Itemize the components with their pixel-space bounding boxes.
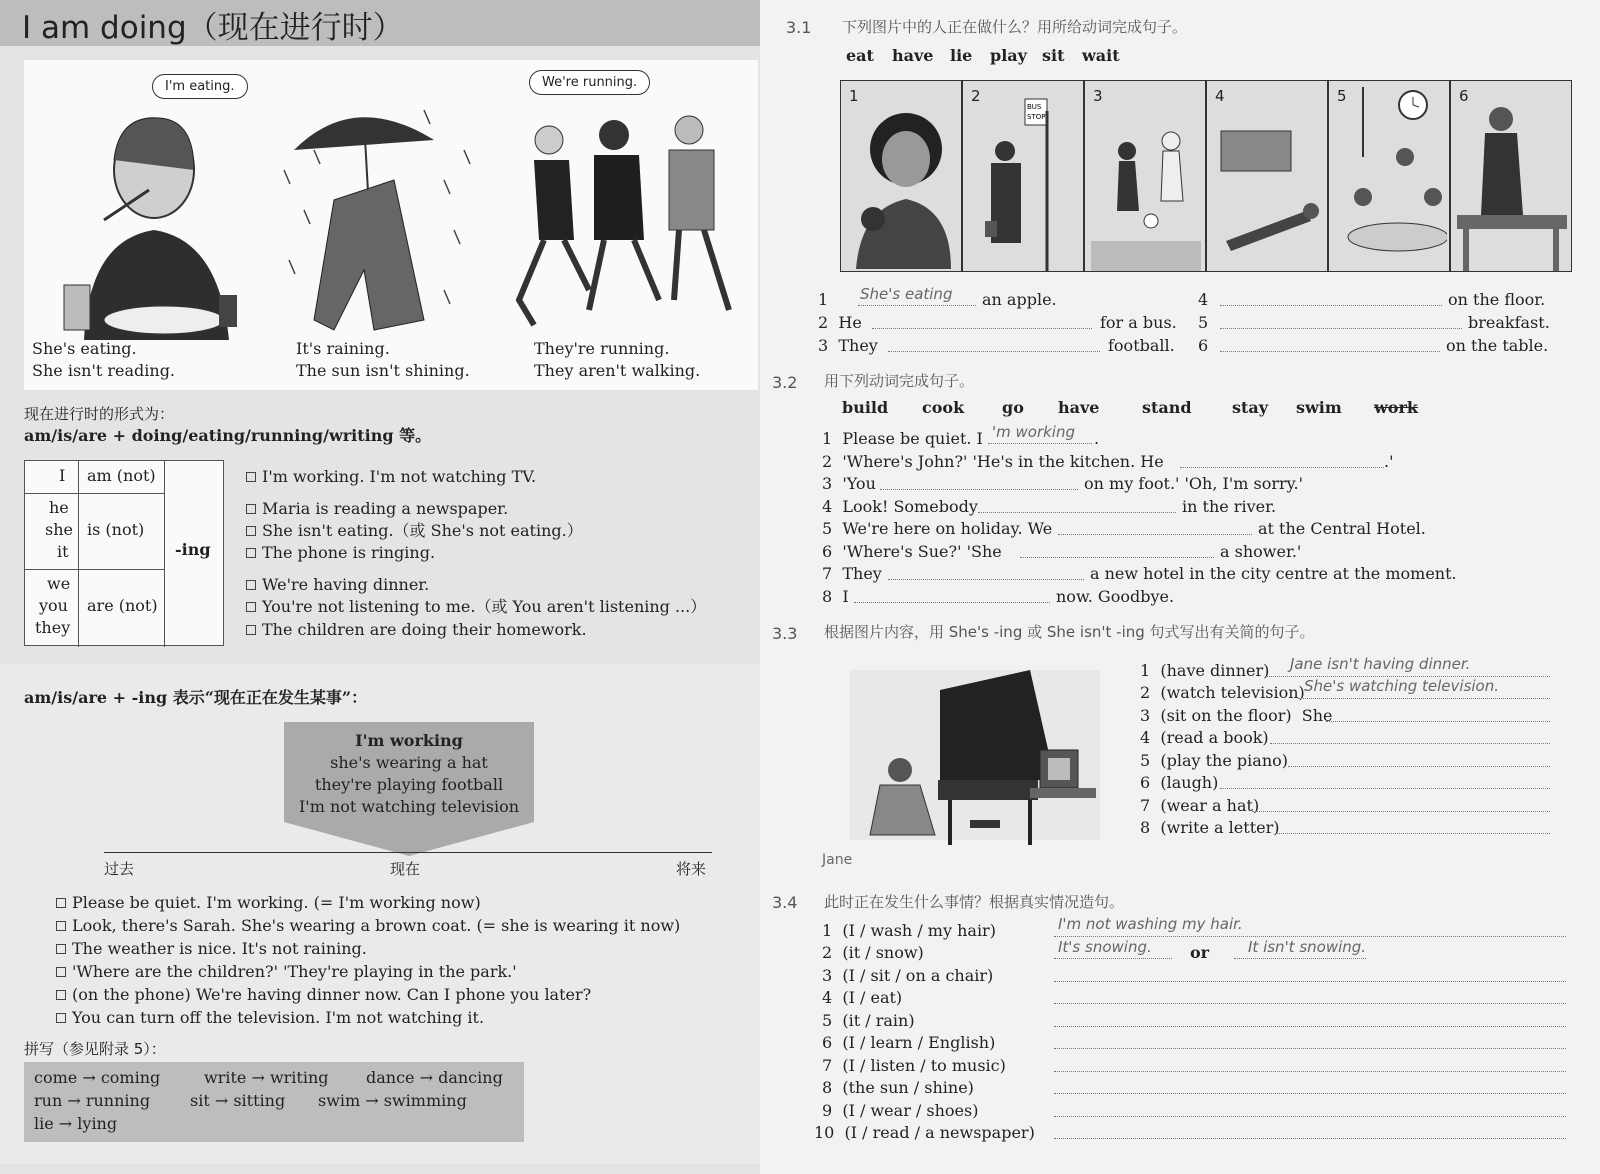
verb-item: build xyxy=(842,398,889,417)
verb-item: play xyxy=(990,46,1027,65)
answer-blank[interactable] xyxy=(1054,1116,1566,1117)
now-arrow-text xyxy=(284,730,534,818)
example-line: 'Where are the children?' 'They're playing in the park.' xyxy=(72,962,517,981)
item-text: 'You xyxy=(842,474,876,493)
picture-1 xyxy=(840,80,962,272)
answer-blank[interactable] xyxy=(1180,467,1384,468)
picture-3 xyxy=(1084,80,1206,272)
item-number: 4 xyxy=(1140,728,1151,747)
verb-item: wait xyxy=(1082,46,1120,65)
ex3-items xyxy=(1140,655,1550,850)
ex2-item-1 xyxy=(822,428,983,450)
item-text: We're here on holiday. We xyxy=(842,519,1053,538)
ex1-item-2 xyxy=(818,312,862,334)
verb-item: stay xyxy=(1232,398,1269,417)
item-number: 2 xyxy=(1140,683,1151,702)
answer-blank[interactable] xyxy=(1054,936,1566,937)
item-cue: (I / sit / on a chair) xyxy=(842,966,994,985)
girl-apple-icon xyxy=(851,99,951,269)
left-page xyxy=(0,0,760,1174)
grammar-table xyxy=(24,460,224,646)
item-number: 1 xyxy=(822,921,833,940)
item-text: Please be quiet. I xyxy=(842,429,983,448)
answer-text: 'm working xyxy=(992,423,1075,441)
checkbox-icon xyxy=(246,602,256,612)
answer-text: I'm not washing my hair. xyxy=(1058,915,1243,933)
answer-text: She's eating xyxy=(860,285,953,303)
item-text: a new hotel in the city centre at the moment. xyxy=(1090,564,1457,583)
item-cue: (I / wear / shoes) xyxy=(842,1101,979,1120)
spelling-item: lie → lying xyxy=(34,1114,118,1133)
verb-item: lie xyxy=(950,46,973,65)
checkbox-icon xyxy=(246,625,256,635)
or-word: or xyxy=(1190,943,1210,962)
exercise-instruction: 根据图片内容，用 She's -ing 或 She isn't -ing 句式写出有关简的句子。 xyxy=(824,623,1315,641)
rain-walker-illustration xyxy=(274,90,474,340)
ex2-item-3 xyxy=(822,473,876,495)
item-number: 5 xyxy=(1140,751,1151,770)
exercise-number: 3.2 xyxy=(772,373,798,392)
item-number: 1 xyxy=(818,290,829,309)
ex4-items xyxy=(814,915,1562,1160)
example-line: The children are doing their homework. xyxy=(262,620,587,639)
form-formula: am/is/are + doing/eating/running/writing 等。 xyxy=(24,426,432,445)
picture-number: 5 xyxy=(1337,87,1347,105)
subject-we: we xyxy=(47,574,71,593)
example-line: Maria is reading a newspaper. xyxy=(262,499,509,518)
item-cue: (it / rain) xyxy=(842,1011,915,1030)
item-number: 5 xyxy=(822,519,833,538)
item-text: on my foot.' 'Oh, I'm sorry.' xyxy=(1084,474,1304,493)
item-number: 4 xyxy=(1198,290,1209,309)
svg-text:BUS: BUS xyxy=(1027,103,1042,111)
answer-text: She's watching television. xyxy=(1304,677,1500,695)
item-text: an apple. xyxy=(982,290,1057,309)
verb-item: cook xyxy=(922,398,965,417)
item-number: 5 xyxy=(1198,313,1209,332)
item-cue: (watch television) xyxy=(1160,683,1305,702)
checkbox-icon xyxy=(56,990,66,1000)
item-text: . xyxy=(1094,429,1100,448)
woman-eating-illustration xyxy=(44,90,264,340)
man-lying-floor-icon xyxy=(1211,111,1325,271)
checkbox-icon xyxy=(246,580,256,590)
subject-she: she xyxy=(45,520,73,539)
answer-blank[interactable] xyxy=(1020,557,1214,558)
item-number: 1 xyxy=(1140,661,1151,680)
verb-am: am (not) xyxy=(87,466,156,485)
answer-blank[interactable] xyxy=(1270,743,1550,744)
checkbox-icon xyxy=(246,504,256,514)
checkbox-icon xyxy=(246,526,256,536)
item-number: 8 xyxy=(1140,818,1151,837)
caption-line: The sun isn't shining. xyxy=(296,361,470,380)
item-number: 7 xyxy=(822,564,833,583)
example-line: You can turn off the television. I'm not watching it. xyxy=(72,1008,485,1027)
item-number: 2 xyxy=(822,452,833,471)
picture-number: 6 xyxy=(1459,87,1469,105)
answer-blank[interactable] xyxy=(978,512,1176,513)
ex1-item-3 xyxy=(818,335,878,357)
item-text: She xyxy=(1301,706,1333,725)
example-line: The weather is nice. It's not raining. xyxy=(72,939,367,958)
spelling-item: dance → dancing xyxy=(366,1068,503,1087)
item-cue: (play the piano) xyxy=(1160,751,1288,770)
answer-text: It's snowing. xyxy=(1058,938,1152,956)
item-text: 'Where's John?' 'He's in the kitchen. He xyxy=(842,452,1164,471)
exercise-number: 3.1 xyxy=(786,18,812,37)
arrow-line: they're playing football xyxy=(314,775,504,794)
answer-blank[interactable] xyxy=(1220,788,1550,789)
picture-number: 4 xyxy=(1215,87,1225,105)
item-number: 1 xyxy=(822,429,833,448)
answer-blank[interactable] xyxy=(1220,351,1440,352)
ex1-item-1 xyxy=(818,289,828,311)
verb-are: are (not) xyxy=(87,596,158,615)
caption-line: They're running. xyxy=(534,339,670,358)
verb-item: stand xyxy=(1142,398,1192,417)
answer-blank[interactable] xyxy=(988,443,1092,444)
picture-5 xyxy=(1328,80,1450,272)
subject-he: he xyxy=(49,498,69,517)
verb-item: sit xyxy=(1042,46,1065,65)
example-line: We're having dinner. xyxy=(262,575,430,594)
timeline-past: 过去 xyxy=(104,860,135,878)
item-text: on the table. xyxy=(1446,336,1549,355)
item-number: 2 xyxy=(818,313,829,332)
item-text: He xyxy=(838,313,862,332)
item-cue: (sit on the floor) xyxy=(1160,706,1292,725)
answer-blank[interactable] xyxy=(1054,1003,1566,1004)
item-number: 6 xyxy=(1140,773,1151,792)
item-text: at the Central Hotel. xyxy=(1258,519,1426,538)
item-text: football. xyxy=(1108,336,1175,355)
picture-number: 1 xyxy=(849,87,859,105)
football-players-icon xyxy=(1091,91,1201,271)
answer-blank[interactable] xyxy=(1054,1026,1566,1027)
item-number: 8 xyxy=(822,1078,833,1097)
item-text: I xyxy=(842,587,849,606)
item-number: 6 xyxy=(822,542,833,561)
item-number: 3 xyxy=(1140,706,1151,725)
answer-blank[interactable] xyxy=(1054,1093,1566,1094)
subject-i: I xyxy=(59,466,66,485)
item-number: 6 xyxy=(1198,336,1209,355)
item-text: now. Goodbye. xyxy=(1056,587,1175,606)
picture-4 xyxy=(1206,80,1328,272)
item-number: 8 xyxy=(822,587,833,606)
speech-bubble-running: We're running. xyxy=(529,70,650,95)
unit-title-bar xyxy=(0,0,760,46)
item-cue: (I / listen / to music) xyxy=(842,1056,1006,1075)
verb-item-crossed: work xyxy=(1374,398,1418,417)
example-line: You're not listening to me.（或 You aren't listening ...） xyxy=(262,597,707,616)
answer-blank[interactable] xyxy=(1054,1048,1566,1049)
answer-blank[interactable] xyxy=(1252,811,1550,812)
item-cue: (have dinner) xyxy=(1160,661,1270,680)
answer-blank[interactable] xyxy=(1054,981,1566,982)
picture-caption: Jane xyxy=(822,852,853,868)
caption-eating xyxy=(32,338,175,382)
example-line: The phone is ringing. xyxy=(262,543,436,562)
picture-number: 2 xyxy=(971,87,981,105)
item-number: 7 xyxy=(822,1056,833,1075)
item-number: 3 xyxy=(818,336,829,355)
verb-item: have xyxy=(892,46,934,65)
subject-you: you xyxy=(39,596,68,615)
ex2-item-8 xyxy=(822,586,849,608)
timeline-now: 现在 xyxy=(390,860,421,878)
item-number: 9 xyxy=(822,1101,833,1120)
item-text: They xyxy=(842,564,882,583)
spelling-item: run → running xyxy=(34,1091,151,1110)
checkbox-icon xyxy=(56,967,66,977)
spelling-heading: 拼写（参见附录 5）： xyxy=(24,1040,166,1058)
spelling-item: come → coming xyxy=(34,1068,161,1087)
unit-title: I am doing（现在进行时） xyxy=(22,10,404,46)
arrow-line: she's wearing a hat xyxy=(330,753,488,772)
answer-blank[interactable] xyxy=(888,579,1084,580)
arrow-line: I'm not watching television xyxy=(298,797,519,816)
item-number: 4 xyxy=(822,497,833,516)
exercise-number: 3.4 xyxy=(772,893,798,912)
item-cue: (the sun / shine) xyxy=(842,1078,974,1097)
item-cue: (it / snow) xyxy=(842,943,924,962)
answer-blank[interactable] xyxy=(1054,958,1172,959)
example-line: She isn't eating.（或 She's not eating.） xyxy=(262,521,583,540)
item-number: 5 xyxy=(822,1011,833,1030)
example-line: I'm working. I'm not watching TV. xyxy=(262,467,537,486)
exercise-instruction: 下列图片中的人正在做什么？用所给动词完成句子。 xyxy=(842,18,1188,36)
checkbox-icon xyxy=(246,548,256,558)
timeline-line xyxy=(104,852,712,853)
item-cue: (I / learn / English) xyxy=(842,1033,996,1052)
answer-blank[interactable] xyxy=(1276,833,1550,834)
verb-item: swim xyxy=(1296,398,1342,417)
caption-raining xyxy=(296,338,470,382)
item-number: 3 xyxy=(822,966,833,985)
arrow-line: I'm working xyxy=(355,731,463,750)
verb-item: have xyxy=(1058,398,1100,417)
item-number: 2 xyxy=(822,943,833,962)
caption-running xyxy=(534,338,700,382)
form-heading: 现在进行时的形式为： xyxy=(24,405,175,423)
family-breakfast-icon xyxy=(1333,87,1447,271)
spelling-box xyxy=(24,1062,524,1142)
example-line: (on the phone) We're having dinner now. Can I phone you later? xyxy=(72,985,592,1004)
woman-sitting-table-icon xyxy=(1457,95,1567,271)
caption-line: They aren't walking. xyxy=(534,361,701,380)
picture-6 xyxy=(1450,80,1572,272)
answer-text: Jane isn't having dinner. xyxy=(1290,655,1471,673)
item-cue: (I / read / a newspaper) xyxy=(844,1123,1035,1142)
ex2-item-7 xyxy=(822,563,882,585)
spelling-item: sit → sitting xyxy=(190,1091,286,1110)
man-bus-stop-icon xyxy=(969,91,1079,271)
exercise-number: 3.3 xyxy=(772,624,798,643)
item-cue: (wear a hat) xyxy=(1160,796,1260,815)
item-text: a shower.' xyxy=(1220,542,1302,561)
meaning-heading: am/is/are + -ing 表示“现在正在发生某事”： xyxy=(24,688,368,707)
ex2-item-6 xyxy=(822,541,1002,563)
item-cue: (I / wash / my hair) xyxy=(842,921,996,940)
item-number: 6 xyxy=(822,1033,833,1052)
item-text: 'Where's Sue?' 'She xyxy=(842,542,1002,561)
svg-text:STOP: STOP xyxy=(1027,113,1046,121)
picture-number: 3 xyxy=(1093,87,1103,105)
checkbox-icon xyxy=(56,1013,66,1023)
suffix-ing: -ing xyxy=(175,540,211,559)
answer-blank[interactable] xyxy=(858,305,976,306)
item-number: 4 xyxy=(822,988,833,1007)
ex2-item-5 xyxy=(822,518,1052,540)
timeline-future: 将来 xyxy=(676,860,707,878)
checkbox-icon xyxy=(56,944,66,954)
item-text: .' xyxy=(1384,452,1394,471)
answer-blank[interactable] xyxy=(1054,1071,1566,1072)
item-text: for a bus. xyxy=(1100,313,1177,332)
verb-item: eat xyxy=(846,46,874,65)
answer-blank[interactable] xyxy=(854,602,1050,603)
answer-blank[interactable] xyxy=(1234,958,1366,959)
item-cue: (I / eat) xyxy=(842,988,903,1007)
item-text: They xyxy=(838,336,878,355)
answer-blank[interactable] xyxy=(1288,766,1550,767)
subject-they: they xyxy=(35,618,71,637)
example-line: Look, there's Sarah. She's wearing a brown coat. (= she is wearing it now) xyxy=(72,916,681,935)
answer-blank[interactable] xyxy=(1220,305,1442,306)
item-number: 7 xyxy=(1140,796,1151,815)
item-text: Look! Somebody xyxy=(842,497,978,516)
answer-blank[interactable] xyxy=(880,489,1078,490)
exercise-instruction: 此时正在发生什么事情？根据真实情况造句。 xyxy=(824,893,1125,911)
answer-blank[interactable] xyxy=(888,351,1100,352)
checkbox-icon xyxy=(56,921,66,931)
exercise-instruction: 用下列动词完成句子。 xyxy=(824,372,975,390)
spelling-item: swim → swimming xyxy=(318,1091,467,1110)
answer-blank[interactable] xyxy=(1326,721,1550,722)
answer-blank[interactable] xyxy=(872,328,1092,329)
verb-item: go xyxy=(1002,398,1024,417)
speech-bubble-eating: I'm eating. xyxy=(152,74,248,99)
spelling-item: write → writing xyxy=(204,1068,329,1087)
right-page xyxy=(760,0,1600,1174)
verb-is: is (not) xyxy=(87,520,145,539)
picture-2 xyxy=(962,80,1084,272)
item-text: in the river. xyxy=(1182,497,1277,516)
runners-illustration xyxy=(499,100,749,340)
item-cue: (read a book) xyxy=(1160,728,1269,747)
item-cue: (write a letter) xyxy=(1160,818,1280,837)
caption-line: It's raining. xyxy=(296,339,390,358)
item-text: on the floor. xyxy=(1448,290,1546,309)
answer-blank[interactable] xyxy=(1054,1138,1566,1139)
ex2-item-2 xyxy=(822,451,1164,473)
hero-illustrations xyxy=(24,60,758,390)
answer-blank[interactable] xyxy=(1298,698,1550,699)
item-text: breakfast. xyxy=(1468,313,1550,332)
item-number: 3 xyxy=(822,474,833,493)
checkbox-icon xyxy=(246,472,256,482)
answer-blank[interactable] xyxy=(1058,534,1252,535)
jane-piano-illustration xyxy=(840,670,1112,850)
item-cue: (laugh) xyxy=(1160,773,1219,792)
caption-line: She isn't reading. xyxy=(32,361,176,380)
ex2-item-4 xyxy=(822,496,978,518)
subject-it: it xyxy=(57,542,69,561)
answer-blank[interactable] xyxy=(1220,328,1462,329)
item-number: 10 xyxy=(814,1123,835,1142)
answer-text: It isn't snowing. xyxy=(1248,938,1367,956)
checkbox-icon xyxy=(56,898,66,908)
example-line: Please be quiet. I'm working. (= I'm working now) xyxy=(72,893,481,912)
caption-line: She's eating. xyxy=(32,339,137,358)
